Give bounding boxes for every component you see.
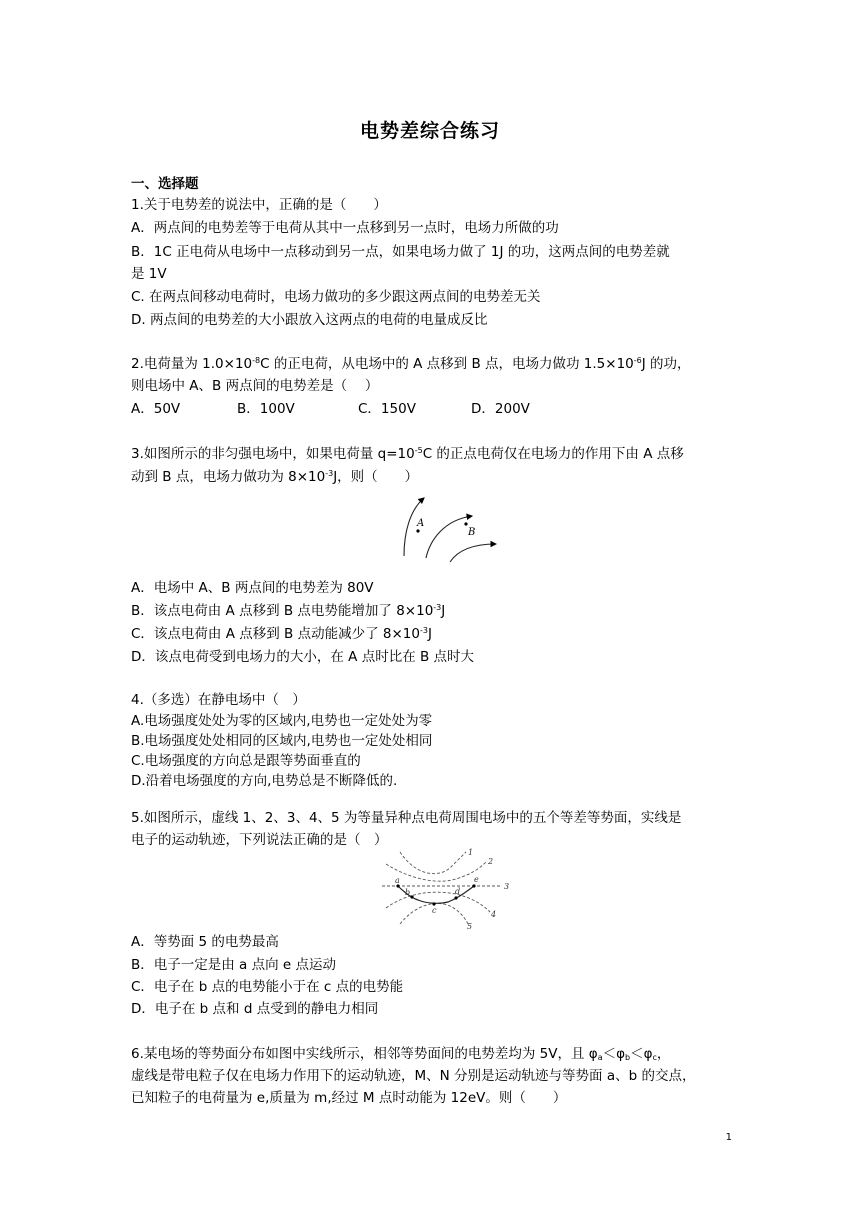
q6-stem-cont1: 虚线是带电粒子仅在电场力作用下的运动轨迹，M、N 分别是运动轨迹与等势面 a、b 的交点， [131, 1068, 696, 1084]
q5-option-d: D．电子在 b 点和 d 点受到的静电力相同 [131, 1001, 379, 1017]
q2-option-b: B．100V [237, 401, 295, 417]
label-b: b [405, 888, 411, 897]
point-a [416, 529, 419, 532]
q4-option-a: A.电场强度处处为零的区域内,电势也一定处处为零 [131, 713, 433, 729]
label-a: a [395, 876, 400, 885]
field-line [426, 516, 472, 558]
q4-stem: 4.（多选）在静电场中（ ） [131, 692, 306, 708]
q3-stem-cont: 动到 B 点，电场力做功为 $8\times 10^{-3}J$，则（ ） [131, 469, 419, 485]
point-b [464, 522, 467, 525]
q1-option-d: D. 两点间的电势差的大小跟放入这两点的电荷的电量成反比 [131, 312, 488, 328]
label-4: 4 [491, 910, 497, 919]
field-line [450, 544, 496, 562]
q2-option-a: A．50V [131, 401, 181, 417]
q5-stem-cont: 电子的运动轨迹，下列说法正确的是（ ） [131, 832, 388, 848]
label-c: c [432, 906, 437, 915]
q2-option-c: C．150V [358, 401, 416, 417]
point-b-label: B [468, 527, 476, 538]
q4-option-d: D.沿着电场强度的方向,电势总是不断降低的. [131, 773, 398, 789]
point-d [454, 896, 457, 899]
equipotential-2 [386, 862, 486, 881]
label-e: e [474, 875, 479, 884]
q2-stem-cont: 则电场中 A、B 两点间的电势差是（ ） [131, 378, 379, 394]
q1-option-b: B．1C 正电荷从电场中一点移动到另一点，如果电场力做了 1J 的功，这两点间的电势差就 [131, 244, 670, 260]
label-2: 2 [488, 857, 494, 866]
point-b [410, 895, 413, 898]
page-number: 1 [725, 1132, 732, 1143]
q1-option-b-cont: 是 1V [131, 266, 167, 282]
q5-option-b: B．电子一定是由 a 点向 e 点运动 [131, 957, 337, 973]
q6-stem-cont2: 已知粒子的电荷量为 e,质量为 m,经过 M 点时动能为 12eV。则（ ） [131, 1090, 567, 1106]
label-3: 3 [504, 882, 510, 891]
point-e [472, 884, 475, 887]
q6-stem: 6.某电场的等势面分布如图中实线所示，相邻等势面间的电势差均为 5V，且 $\varphi_a<\varphi_b<\varphi_c$， [131, 1046, 671, 1062]
q3-stem: 3.如图所示的非匀强电场中，如果电荷量 $q=10^{-5}C$ 的正点电荷仅在电场力的作用下由 A 点移 [131, 446, 684, 462]
q3-option-d: D．该点电荷受到电场力的大小，在 A 点时比在 B 点时大 [131, 649, 475, 665]
q3-option-c: C．该点电荷由 A 点移到 B 点动能减少了 $8\times 10^{-3}J$ [131, 626, 432, 642]
label-d: d [455, 887, 461, 896]
q1-option-a: A．两点间的电势差等于电荷从其中一点移到另一点时，电场力所做的功 [131, 220, 559, 236]
label-5: 5 [467, 922, 473, 931]
q3-option-a: A．电场中 A、B 两点间的电势差为 80V [131, 580, 374, 596]
q5-option-a: A．等势面 5 的电势最高 [131, 934, 279, 950]
q1-stem: 1.关于电势差的说法中，正确的是（ ） [131, 197, 387, 213]
q4-option-c: C.电场强度的方向总是跟等势面垂直的 [131, 753, 361, 769]
label-1: 1 [468, 848, 474, 857]
point-a-label: A [417, 518, 425, 529]
q4-option-b: B.电场强度处处相同的区域内,电势也一定处处相同 [131, 733, 433, 749]
page-title: 电势差综合练习 [359, 120, 500, 142]
equipotential-4 [386, 892, 490, 912]
q5-stem: 5.如图所示，虚线 1、2、3、4、5 为等量异种点电荷周围电场中的五个等差等势面，实线是 [131, 810, 682, 826]
equipotential-1 [400, 852, 466, 874]
q5-equipotential-figure [378, 846, 512, 932]
q3-field-lines-figure [396, 494, 506, 564]
q3-option-b: B．该点电荷由 A 点移到 B 点电势能增加了 $8\times 10^{-3}J$ [131, 603, 446, 619]
q1-option-c: C. 在两点间移动电荷时，电场力做功的多少跟这两点间的电势差无关 [131, 289, 541, 305]
q2-options [131, 399, 530, 419]
q2-option-d: D．200V [471, 401, 530, 417]
section-heading: 一、选择题 [131, 176, 199, 192]
q5-option-c: C．电子在 b 点的电势能小于在 c 点的电势能 [131, 979, 404, 995]
q2-stem: 2.电荷量为 $1.0\times 10^{-8}C$ 的正电荷，从电场中的 A 点移到 B 点，电场力做功 $1.5\times 10^{-6}J$ 的功， [131, 356, 691, 372]
